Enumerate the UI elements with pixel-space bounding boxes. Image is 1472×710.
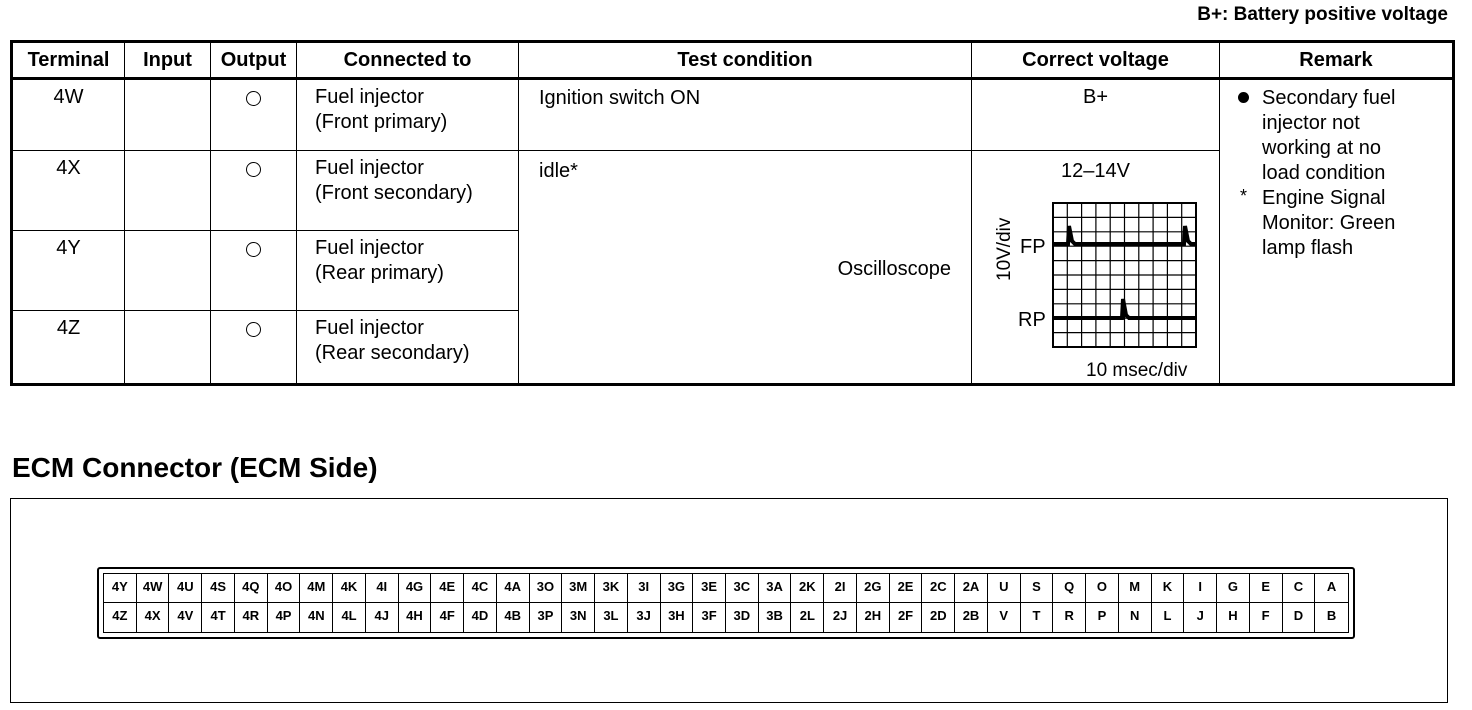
terminal-cell: 4W xyxy=(12,79,125,151)
connected-name: Fuel injector xyxy=(315,317,424,340)
connector-pin: N xyxy=(1119,603,1152,632)
connector-pin: R xyxy=(1053,603,1086,632)
connector-pin: O xyxy=(1086,574,1119,603)
test-condition-ignition: Ignition switch ON xyxy=(519,79,972,151)
oscilloscope-graph xyxy=(972,151,1220,383)
terminal-cell: 4Z xyxy=(12,311,125,385)
header-remark: Remark xyxy=(1220,42,1454,79)
connector-pin: 3D xyxy=(726,603,759,632)
terminal-cell: 4X xyxy=(12,151,125,231)
connector-pin: V xyxy=(988,603,1021,632)
connector-pin: 4U xyxy=(169,574,202,603)
connector-pin: 3J xyxy=(628,603,661,632)
bullet-icon xyxy=(1238,92,1249,103)
oscilloscope-label: Oscilloscope xyxy=(837,258,951,280)
connector-pin: 4C xyxy=(464,574,497,603)
asterisk-marker: * xyxy=(1240,186,1248,206)
test-condition-idle xyxy=(519,151,972,385)
connector-pin: 3B xyxy=(759,603,792,632)
connector-pin: 4O xyxy=(268,574,301,603)
remark-line: injector not xyxy=(1262,112,1360,134)
connector-pin: 4D xyxy=(464,603,497,632)
input-cell xyxy=(125,79,211,151)
fp-label: FP xyxy=(1020,236,1046,258)
connector-pin: 2K xyxy=(791,574,824,603)
connector-pin: K xyxy=(1152,574,1185,603)
header-terminal: Terminal xyxy=(12,42,125,79)
connector-pin: 4N xyxy=(300,603,333,632)
remark-line: lamp flash xyxy=(1262,237,1354,259)
legend-note: B+: Battery positive voltage xyxy=(1197,4,1448,25)
connector-pin: L xyxy=(1152,603,1185,632)
output-circle-icon xyxy=(246,242,261,257)
connector-pin: 4G xyxy=(399,574,432,603)
connector-pin: U xyxy=(988,574,1021,603)
connector-pin: 2E xyxy=(890,574,923,603)
header-connected-to: Connected to xyxy=(297,42,519,79)
connector-pin: 4Q xyxy=(235,574,268,603)
connector-pin: A xyxy=(1315,574,1348,603)
connector-pin: I xyxy=(1184,574,1217,603)
connector-pin: 2A xyxy=(955,574,988,603)
connector-pin: 4B xyxy=(497,603,530,632)
connector-pin: P xyxy=(1086,603,1119,632)
connector-pin: 4I xyxy=(366,574,399,603)
ecm-connector xyxy=(97,567,1355,639)
connector-pin: 4P xyxy=(268,603,301,632)
connector-pin: 3E xyxy=(693,574,726,603)
connector-pin: 4T xyxy=(202,603,235,632)
connected-name: Fuel injector xyxy=(315,237,424,260)
connector-pin: 4J xyxy=(366,603,399,632)
connector-pin: 2D xyxy=(922,603,955,632)
header-output: Output xyxy=(211,42,297,79)
oscilloscope-grid xyxy=(1053,203,1196,347)
input-cell xyxy=(125,311,211,385)
connector-pin: 3N xyxy=(562,603,595,632)
connector-pin: 4L xyxy=(333,603,366,632)
connector-pin: Q xyxy=(1053,574,1086,603)
header-input: Input xyxy=(125,42,211,79)
connected-name: Fuel injector xyxy=(315,157,424,179)
y-axis-label: 10V/div xyxy=(994,217,1015,281)
connector-pin: C xyxy=(1283,574,1316,603)
connector-pin: 2I xyxy=(824,574,857,603)
remark-line: Monitor: Green xyxy=(1262,212,1396,234)
connector-pin: 4K xyxy=(333,574,366,603)
voltage-oscilloscope-cell xyxy=(972,151,1220,385)
connector-pin: J xyxy=(1184,603,1217,632)
connector-pin: 4X xyxy=(137,603,170,632)
remark-line: load condition xyxy=(1262,162,1386,184)
connector-pin: 4E xyxy=(431,574,464,603)
connected-to-cell xyxy=(297,311,519,385)
output-cell xyxy=(211,151,297,231)
table-row xyxy=(12,79,1454,151)
input-cell xyxy=(125,151,211,231)
connector-pin: 3L xyxy=(595,603,628,632)
connected-name: Fuel injector xyxy=(315,86,424,108)
idle-label: idle* xyxy=(539,160,578,182)
connector-pin: 2G xyxy=(857,574,890,603)
connector-pin: T xyxy=(1021,603,1054,632)
output-cell xyxy=(211,79,297,151)
connector-heading: ECM Connector (ECM Side) xyxy=(12,452,378,483)
connector-pin: 3H xyxy=(661,603,694,632)
connector-pin: 2F xyxy=(890,603,923,632)
connected-to-cell xyxy=(297,231,519,311)
connected-position: (Rear secondary) xyxy=(315,342,470,365)
output-circle-icon xyxy=(246,322,261,337)
connector-pin: 2L xyxy=(791,603,824,632)
remark-cell xyxy=(1220,79,1454,385)
rp-label: RP xyxy=(1018,309,1046,331)
connected-to-cell xyxy=(297,151,519,231)
connector-pin: 3P xyxy=(530,603,563,632)
input-cell xyxy=(125,231,211,311)
connector-pin: 4R xyxy=(235,603,268,632)
connector-pin: 4M xyxy=(300,574,333,603)
header-correct-voltage: Correct voltage xyxy=(972,42,1220,79)
connector-pin: 4A xyxy=(497,574,530,603)
connector-pin: H xyxy=(1217,603,1250,632)
output-cell xyxy=(211,231,297,311)
output-circle-icon xyxy=(246,91,261,106)
output-circle-icon xyxy=(246,162,261,177)
table-header-row xyxy=(12,42,1454,79)
remark-line: Secondary fuel xyxy=(1262,87,1396,109)
connector-pin: G xyxy=(1217,574,1250,603)
connector-pin: 3M xyxy=(562,574,595,603)
connector-pin: 2B xyxy=(955,603,988,632)
connector-pin: B xyxy=(1326,608,1337,623)
connected-to-cell xyxy=(297,79,519,151)
connector-pin: 3G xyxy=(661,574,694,603)
connector-pin: 3F xyxy=(693,603,726,632)
connector-pin: 3C xyxy=(726,574,759,603)
connected-position: (Front secondary) xyxy=(315,182,473,204)
connector-pin: 3A xyxy=(759,574,792,603)
remark-note-text xyxy=(1234,186,1452,261)
output-cell xyxy=(211,311,297,385)
remark-bullet-text xyxy=(1234,86,1452,186)
connector-pin: 2H xyxy=(857,603,890,632)
header-test-condition: Test condition xyxy=(519,42,972,79)
connector-pin: 3I xyxy=(628,574,661,603)
voltage-bplus: B+ xyxy=(972,79,1220,151)
connector-pin: E xyxy=(1250,574,1283,603)
connector-pin: 4V xyxy=(169,603,202,632)
connector-pin: 3O xyxy=(530,574,563,603)
remark-line: working at no xyxy=(1262,137,1381,159)
remark-line: Engine Signal xyxy=(1262,187,1386,209)
voltage-range: 12–14V xyxy=(1061,160,1130,182)
connector-pin: 2J xyxy=(824,603,857,632)
rp-trace xyxy=(1053,299,1196,318)
connector-pin: 4Y xyxy=(104,574,137,603)
connector-pin: D xyxy=(1283,603,1316,632)
terminal-cell: 4Y xyxy=(12,231,125,311)
connector-pin: M xyxy=(1119,574,1152,603)
connector-pin: S xyxy=(1021,574,1054,603)
connected-position: (Rear primary) xyxy=(315,262,444,285)
connector-pin: 3K xyxy=(595,574,628,603)
connector-diagram-box xyxy=(10,498,1448,703)
connector-pin: 4W xyxy=(137,574,170,603)
connector-pin: 2C xyxy=(922,574,955,603)
terminal-spec-table xyxy=(10,40,1455,386)
connector-pin: 4Z xyxy=(104,603,137,632)
x-axis-label: 10 msec/div xyxy=(1086,360,1188,381)
connector-pin-grid xyxy=(103,573,1349,633)
connector-pin: 4S xyxy=(202,574,235,603)
connected-position: (Front primary) xyxy=(315,111,448,133)
connector-pin: 4H xyxy=(399,603,432,632)
connector-pin: 4F xyxy=(431,603,464,632)
connector-pin: F xyxy=(1250,603,1283,632)
